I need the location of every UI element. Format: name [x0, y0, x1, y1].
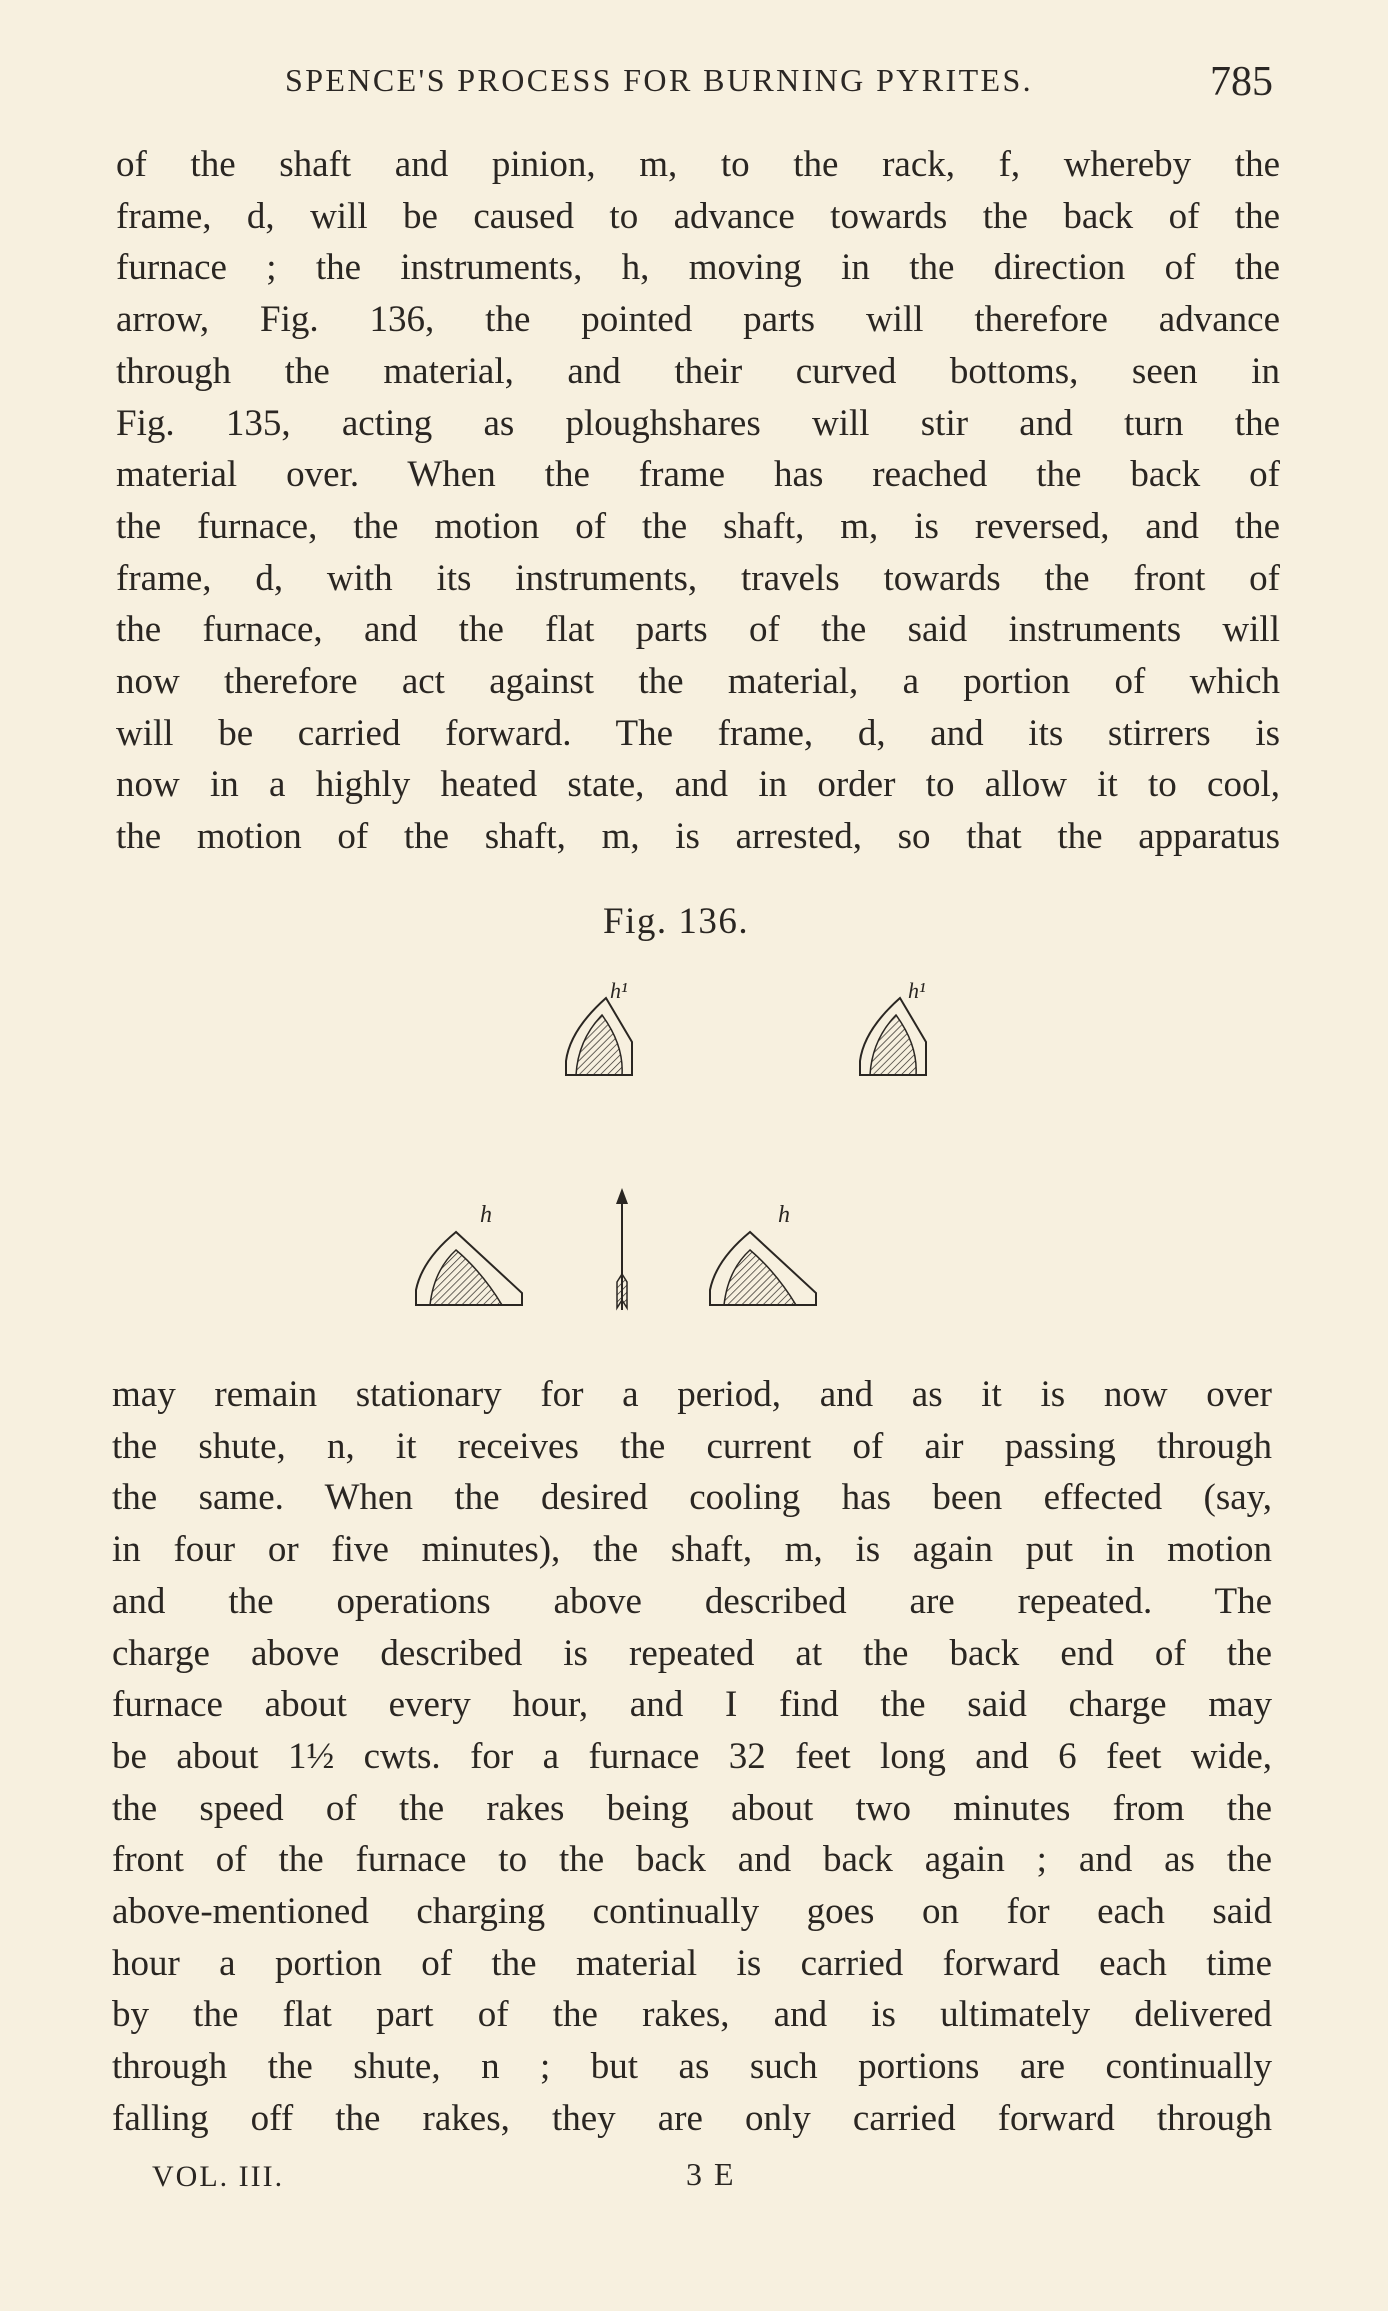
text-line: now therefore act against the material, a portion of which [116, 661, 1280, 703]
text-line: may remain stationary for a period, and as it is now over [112, 1374, 1272, 1415]
page-number: 785 [1210, 59, 1273, 105]
figure-label: h [480, 1202, 492, 1228]
paragraph-top [116, 139, 1280, 863]
text-line: furnace about every hour, and I find the said charge may [112, 1684, 1272, 1726]
text-line: frame, d, with its instruments, travels towards the front of [116, 557, 1280, 599]
text-line: frame, d, will be caused to advance towards the back of the [116, 195, 1280, 237]
text-line: charge above described is repeated at the back end of the [112, 1632, 1272, 1674]
text-line: the furnace, and the flat parts of the said instruments will [116, 609, 1280, 651]
paragraph-bottom [112, 1369, 1272, 2145]
text-line: the shute, n, it receives the current of air passing through [112, 1425, 1272, 1467]
text-line: the motion of the shaft, m, is arrested, so that the apparatus [116, 816, 1280, 858]
text-line: above-mentioned charging continually goes on for each said [112, 1891, 1272, 1933]
stirrer-top-left [566, 978, 632, 1075]
text-line: be about 1½ cwts. for a furnace 32 feet long and 6 feet wide, [112, 1735, 1272, 1777]
text-line: hour a portion of the material is carried forward each time [112, 1942, 1272, 1984]
text-line: through the shute, n ; but as such portions are continually [112, 2046, 1272, 2088]
text-line: through the material, and their curved bottoms, seen in [116, 350, 1280, 392]
stirrer-bottom-right [710, 1202, 816, 1305]
figure-136-illustration [400, 960, 1000, 1360]
figure-caption: Fig. 136. [603, 901, 750, 942]
running-head: SPENCE'S PROCESS FOR BURNING PYRITES. [285, 62, 1034, 98]
text-line: arrow, Fig. 136, the pointed parts will therefore advance [116, 299, 1280, 341]
text-line: the same. When the desired cooling has been effected (say, [112, 1477, 1272, 1519]
text-line: the furnace, the motion of the shaft, m, is reversed, and the [116, 505, 1280, 547]
text-line: of the shaft and pinion, m, to the rack, f, whereby the [116, 144, 1280, 185]
footer-signature: 3 E [686, 2156, 736, 2192]
text-line: falling off the rakes, they are only carried forward through [112, 2097, 1272, 2139]
direction-arrow-icon [616, 1188, 628, 1310]
figure-label: h¹ [610, 978, 628, 1003]
text-line: Fig. 135, acting as ploughshares will stir and turn the [116, 402, 1280, 444]
text-line: in four or five minutes), the shaft, m, is again put in motion [112, 1529, 1272, 1571]
figure-label: h¹ [908, 978, 926, 1003]
text-line: will be carried forward. The frame, d, and its stirrers is [116, 712, 1280, 754]
stirrer-top-right [860, 978, 926, 1075]
text-line: furnace ; the instruments, h, moving in the direction of the [116, 247, 1280, 289]
text-line: by the flat part of the rakes, and is ultimately delivered [112, 1994, 1272, 2036]
text-line: the speed of the rakes being about two minutes from the [112, 1787, 1272, 1829]
text-line: now in a highly heated state, and in order to allow it to cool, [116, 764, 1280, 806]
text-line: front of the furnace to the back and back again ; and as the [112, 1839, 1272, 1881]
text-line: material over. When the frame has reached the back of [116, 454, 1280, 496]
footer-volume: VOL. III. [152, 2160, 285, 2193]
stirrer-bottom-left [416, 1202, 522, 1305]
figure-label: h [778, 1202, 790, 1228]
text-line: and the operations above described are repeated. The [112, 1580, 1272, 1622]
